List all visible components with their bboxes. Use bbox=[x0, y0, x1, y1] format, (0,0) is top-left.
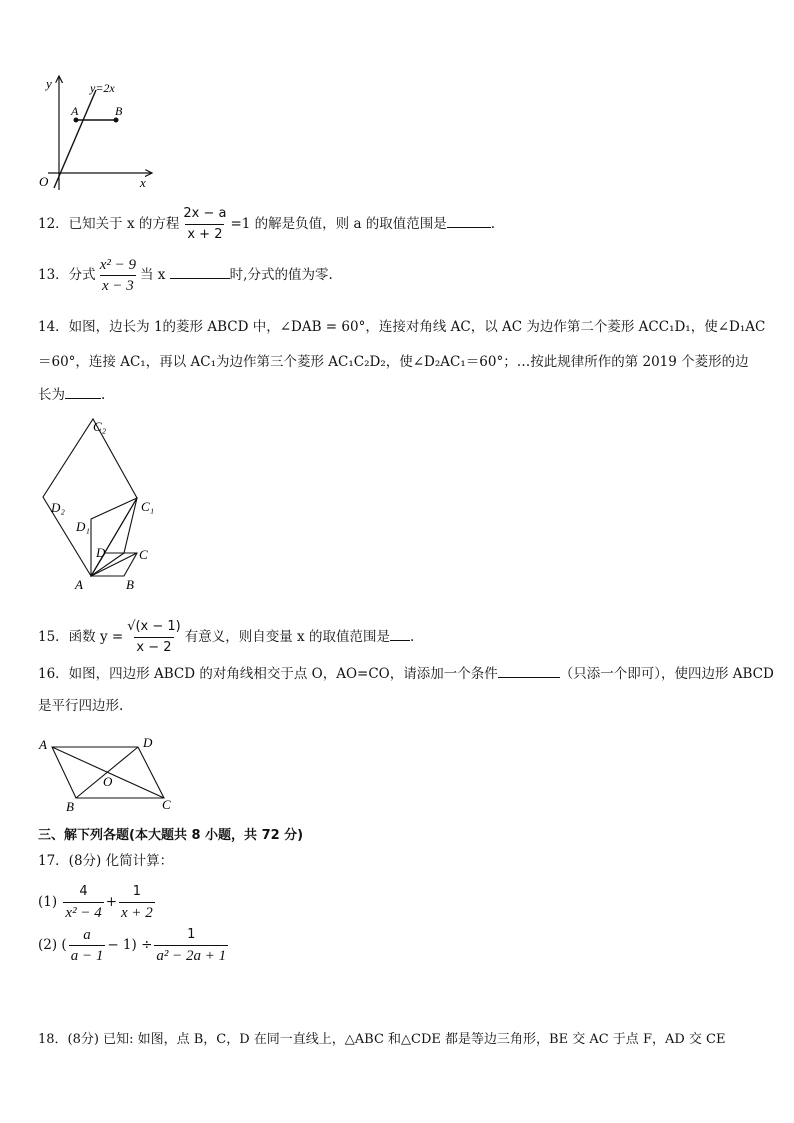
section-3-heading: 三、解下列各题(本大题共 8 小题，共 72 分) bbox=[38, 828, 304, 843]
q14-line-3 bbox=[38, 386, 105, 404]
point-a bbox=[74, 118, 79, 123]
question-12 bbox=[38, 205, 495, 244]
diagonal-bd bbox=[76, 747, 138, 798]
label-a: A bbox=[75, 577, 83, 592]
q14-line-1: 14．如图，边长为 1的菱形 ABCD 中，∠DAB = 60°，连接对角线 AC，以 AC 为边作第二个菱形 ACC₁D₁，使∠D₁AC bbox=[38, 319, 766, 335]
label-c2: C₂ bbox=[93, 419, 107, 434]
q17-p2-den-2: a² − 2a + 1 bbox=[154, 945, 228, 965]
q13-suffix: 时,分式的值为零. bbox=[229, 267, 333, 283]
q17-p1-den-2: x + 2 bbox=[119, 902, 155, 922]
question-13 bbox=[38, 256, 333, 295]
q17-p2-open: ( bbox=[61, 937, 67, 953]
q16-line-2: 是平行四边形. bbox=[38, 698, 124, 714]
q16-line-1-text: 16．如图，四边形 ABCD 的对角线相交于点 O，AO=CO，请添加一个条件 bbox=[38, 666, 498, 682]
question-18: 18．(8分) 已知: 如图，点 B，C，D 在同一直线上，△ABC 和△CDE 都是等边三角形，BE 交 AC 于点 F，AD 交 CE bbox=[38, 1032, 726, 1047]
q15-end: . bbox=[409, 629, 415, 645]
figure-parallelogram bbox=[36, 733, 186, 815]
q13-answer-blank[interactable] bbox=[170, 266, 230, 279]
q14-line-3-end: . bbox=[101, 387, 106, 403]
q17-p2-mid: − 1) ÷ bbox=[107, 937, 153, 953]
point-b bbox=[114, 118, 119, 123]
q12-denominator: x + 2 bbox=[185, 224, 224, 244]
origin-label: O bbox=[39, 174, 49, 189]
q15-denominator: x − 2 bbox=[134, 637, 173, 657]
label-d: D bbox=[143, 735, 153, 750]
q14-line-2: ＝60°，连接 AC₁，再以 AC₁为边作第三个菱形 AC₁C₂D₂，使∠D₂AC₁＝60°；…按此规律所作的第 2019 个菱形的边 bbox=[38, 354, 749, 370]
label-b: B bbox=[66, 799, 74, 814]
label-c: C bbox=[139, 547, 148, 562]
figure-linear-graph bbox=[34, 70, 164, 195]
q12-prefix: 12．已知关于 x 的方程 bbox=[38, 216, 180, 232]
q16-answer-blank[interactable] bbox=[498, 665, 560, 678]
q15-numerator: √(x − 1) bbox=[127, 619, 181, 634]
q17-p1-fraction-1 bbox=[63, 883, 103, 922]
label-d2: D₂ bbox=[51, 500, 65, 515]
q14-line-3-prefix: 长为 bbox=[38, 387, 65, 403]
q12-answer-blank[interactable] bbox=[447, 215, 491, 228]
y-axis-label: y bbox=[46, 76, 52, 91]
q17-p2-num-2: 1 bbox=[187, 927, 196, 942]
figure-rhombus-sequence bbox=[38, 415, 168, 595]
q17-part-2 bbox=[38, 926, 230, 965]
label-a: A bbox=[39, 737, 47, 752]
q17-p2-fraction-1 bbox=[69, 926, 106, 965]
label-c1: C₁ bbox=[141, 499, 155, 514]
q12-end: . bbox=[490, 216, 496, 232]
q15-suffix: 有意义，则自变量 x 的取值范围是 bbox=[184, 629, 390, 645]
q17-p2-label: (2) bbox=[38, 937, 58, 953]
q17-title: 17．(8分) 化简计算： bbox=[38, 853, 174, 869]
line-label: y=2x bbox=[90, 81, 115, 95]
diagonal-ac bbox=[52, 747, 164, 798]
q17-p2-den-1: a − 1 bbox=[69, 945, 106, 965]
q17-part-1 bbox=[38, 883, 157, 922]
q15-prefix: 15．函数 y = bbox=[38, 629, 124, 645]
q17-p1-label: (1) bbox=[38, 894, 58, 910]
q12-fraction bbox=[181, 205, 228, 244]
q17-p1-den-1: x² − 4 bbox=[63, 902, 103, 922]
label-d: D bbox=[96, 545, 106, 560]
q13-fraction bbox=[98, 256, 138, 295]
q15-fraction bbox=[125, 618, 183, 657]
q14-answer-blank[interactable] bbox=[65, 386, 101, 399]
q15-answer-blank[interactable] bbox=[390, 628, 410, 641]
question-15 bbox=[38, 618, 414, 657]
x-axis-label: x bbox=[140, 175, 146, 190]
q17-p1-op: + bbox=[105, 894, 118, 910]
q13-denominator: x − 3 bbox=[100, 275, 136, 295]
label-c: C bbox=[162, 797, 171, 812]
q16-line-1-end: （只添一个即可），使四边形 ABCD bbox=[559, 666, 774, 682]
q17-p2-num-1: a bbox=[83, 927, 91, 943]
label-o: O bbox=[103, 774, 113, 789]
q17-p1-num-2: 1 bbox=[132, 884, 142, 899]
q12-numerator: 2x − a bbox=[183, 206, 227, 221]
q13-prefix: 13．分式 bbox=[38, 267, 96, 283]
q16-line-1 bbox=[38, 665, 774, 683]
q13-numerator: x² − 9 bbox=[99, 257, 136, 273]
q17-p2-fraction-2 bbox=[154, 926, 228, 965]
point-b-label: B bbox=[115, 104, 123, 118]
q13-mid: 当 x bbox=[139, 267, 166, 283]
q17-p1-fraction-2 bbox=[119, 883, 155, 922]
label-b: B bbox=[126, 577, 134, 592]
q17-p1-num-1: 4 bbox=[79, 884, 88, 899]
q12-suffix: =1 的解是负值，则 a 的取值范围是 bbox=[230, 216, 447, 232]
point-a-label: A bbox=[71, 104, 79, 118]
label-d1: D₁ bbox=[76, 519, 90, 534]
